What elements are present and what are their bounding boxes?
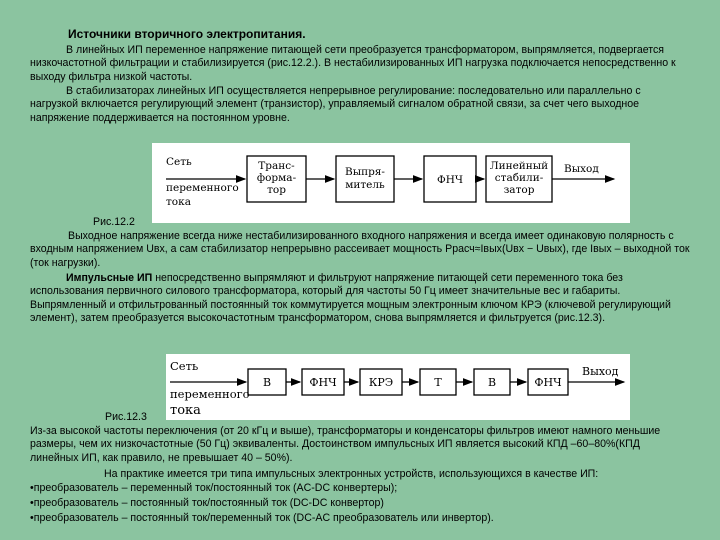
bullet-dc-dc: •преобразователь – постоянный ток/постоянный ток (DC-DC конвертор) [30, 497, 384, 509]
fig2-input-label-2: переменного [170, 387, 250, 401]
fig1-block-transformer-l1: Транс- [258, 160, 295, 172]
fig1-block-stabilizer-l1: Линейный [489, 160, 549, 172]
paragraph-types-intro: На практике имеется три типа импульсных электронных устройств, использующихся в качестве ИП: [104, 468, 599, 480]
fig1-block-lowpass-filter-label: ФНЧ [437, 174, 463, 186]
fig1-block-stabilizer-l3: затор [503, 184, 535, 196]
paragraph-output-voltage: Выходное напряжение всегда ниже нестабилизированного входного напряжения и всегда имеет одинаковую полярность с входным напряжением Uвх, а сам стабилизатор непрерывно рассеивает мощность Pрасч≈Iвых(Uвх − Uвых), где Iвых – выходной ток (ток нагрузки). [30, 230, 690, 269]
fig2-block-transformer-label: Т [434, 376, 442, 389]
paragraph-high-frequency: Из-за высокой частоты переключения (от 20 кГц и выше), трансформаторы и конденсаторы фильтров имеют намного меньшие размеры, чем их низкочастотные (50 Гц) эквиваленты. Достоинством импульсных ИП является высокий КПД –60–80%(КПД линейных ИП, как правило, не превышает 40 – 50%). [30, 425, 661, 464]
figure-12-2-caption: Рис.12.2 [93, 216, 135, 228]
fig2-output-label: Выход [582, 365, 619, 378]
fig1-input-label-3: тока [166, 196, 191, 208]
paragraph-linear-stabilizer: В стабилизаторах линейных ИП осуществляется непрерывное регулирование: последовательно или параллельно с нагрузкой включается регулирующий элемент (транзистор), управляемый сигналом обратной связи, за счет чего выходное напряжение поддерживается на постоянном уровне. [30, 85, 641, 124]
fig1-input-label-1: Сеть [166, 156, 192, 168]
bullet-dc-ac: •преобразователь – постоянный ток/переменный ток (DC-AC преобразователь или инвертор). [30, 512, 494, 524]
switching-psu-term: Импульсные ИП [66, 272, 153, 284]
fig2-block-rectifier-2-label: В [487, 376, 497, 389]
fig2-input-label-1: Сеть [170, 359, 199, 373]
figure-12-3-caption: Рис.12.3 [105, 411, 147, 423]
fig1-input-label-2: переменного [166, 182, 239, 194]
switching-psu-description: непосредственно выпрямляют и фильтруют напряжение питающей сети переменного тока без использования первичного силового трансформатора, который для частоты 50 Гц имеет значительные вес и габариты. Выпрямленный и отфильтрованный постоянный ток коммутируется мощным электронным ключом КРЭ (ключевой регулирующий элемент), затем преобразуется высокочастотным трансформатором, снова выпрямляется и фильтруется (рис.12.3). [30, 272, 671, 325]
fig1-block-transformer-l3: тор [267, 184, 286, 196]
fig1-block-rectifier-l1: Выпря- [345, 166, 385, 178]
paragraph-switching-psu [30, 272, 690, 326]
paragraph-linear-intro: В линейных ИП переменное напряжение питающей сети преобразуется трансформатором, выпрямляется, подвергается низкочастотной фильтрации и стабилизируется (рис.12.2.). В нестабилизированных ИП нагрузка подключается непосредственно к выходу фильтра низкой частоты. [30, 44, 676, 83]
fig2-block-switching-element-label: КРЭ [368, 376, 394, 389]
fig1-block-rectifier-l2: митель [345, 179, 385, 191]
fig1-output-label: Выход [564, 163, 599, 175]
fig2-block-rectifier-1-label: В [262, 376, 272, 389]
figure-linear-psu [152, 143, 630, 223]
fig1-block-stabilizer-l2: стабили- [494, 172, 544, 184]
bullet-ac-dc: •преобразователь – переменный ток/постоянный ток (AC-DC конвертеры); [30, 482, 398, 494]
page-title: Источники вторичного электропитания. [68, 27, 306, 41]
figure-switching-psu [166, 354, 630, 420]
fig2-input-label-3: тока [170, 403, 201, 418]
fig2-block-lowpass-filter-2-label: ФНЧ [534, 376, 562, 389]
fig1-block-transformer-l2: форма- [256, 172, 297, 184]
fig2-block-lowpass-filter-1-label: ФНЧ [309, 376, 337, 389]
